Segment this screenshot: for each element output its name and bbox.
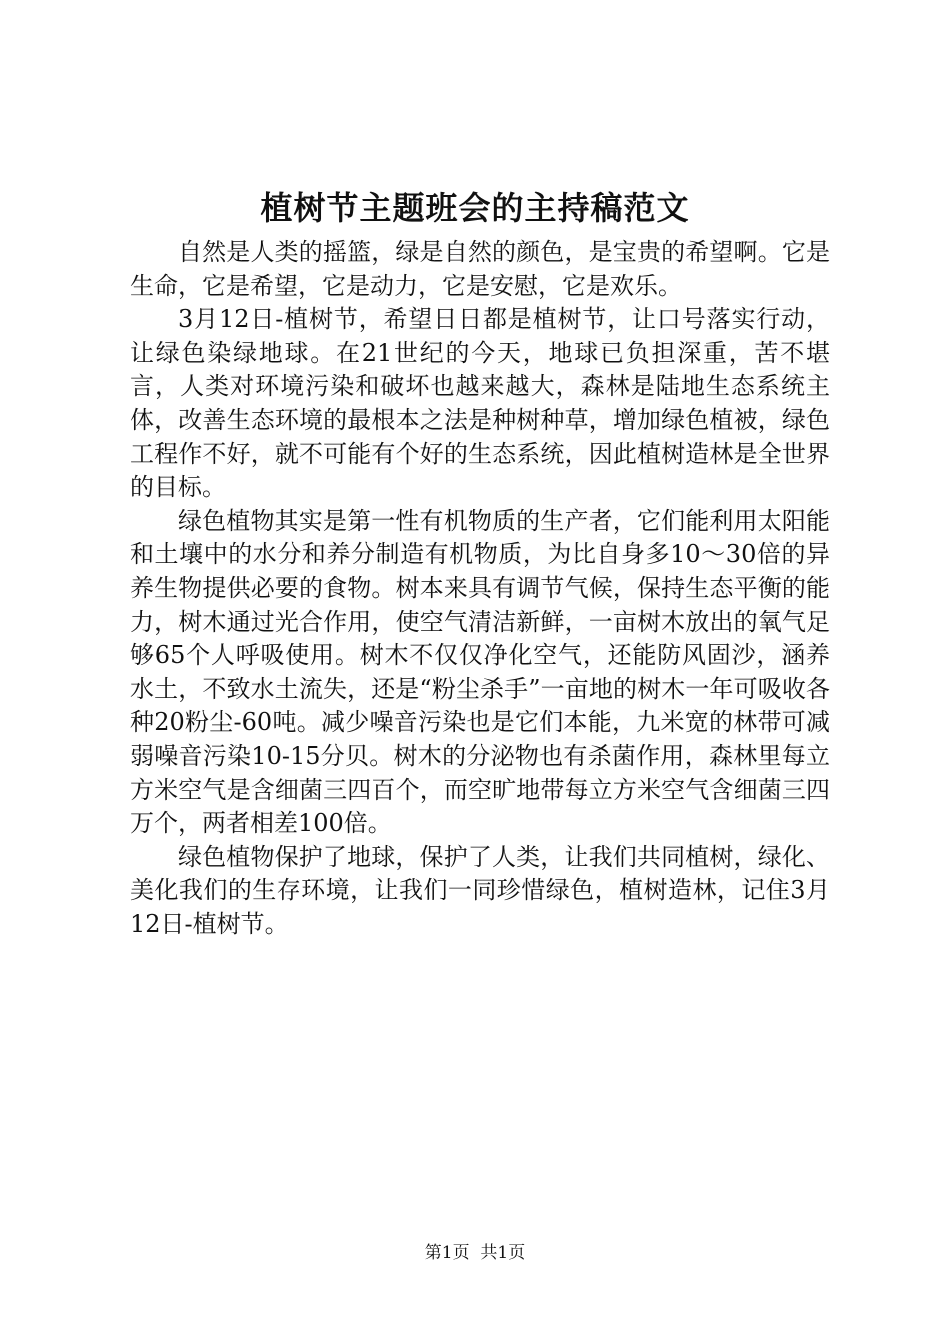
document-body [130,236,830,941]
paragraph-2: 3月12日-植树节，希望日日都是植树节，让口号落实行动，让绿色染绿地球。在21世纪的今天，地球已负担深重，苦不堪言，人类对环境污染和破坏也越来越大，森林是陆地生态系统主体，改善生态环境的最根本之法是种树种草，增加绿色植被，绿色工程作不好，就不可能有个好的生态系统，因此植树造林是全世界的目标。 [130,305,830,502]
page-footer: 第1页 共1页 [424,1243,526,1263]
paragraph-1: 自然是人类的摇篮，绿是自然的颜色，是宝贵的希望啊。它是生命，它是希望，它是动力，它是安慰，它是欢乐。 [130,238,830,300]
paragraph-3: 绿色植物其实是第一性有机物质的生产者，它们能利用太阳能和土壤中的水分和养分制造有机物质，为比自身多10～30倍的异养生物提供必要的食物。树本来具有调节气候，保持生态平衡的能力，树木通过光合作用，使空气清洁新鲜，一亩树木放出的氧气足够65个人呼吸使用。树木不仅仅净化空气，还能防风固沙，涵养水土，不致水土流失，还是“粉尘杀手”一亩地的树木一年可吸收各种20粉尘-60吨。减少噪音污染也是它们本能，九米宽的林带可减弱噪音污染10-15分贝。树木的分泌物也有杀菌作用，森林里每立方米空气是含细菌三四百个，而空旷地带每立方米空气含细菌三四万个，两者相差100倍。 [130,506,830,838]
document-title: 植树节主题班会的主持稿范文 [260,189,690,227]
paragraph-4: 绿色植物保护了地球，保护了人类，让我们共同植树，绿化、美化我们的生存环境，让我们一同珍惜绿色，植树造林，记住3月12日-植树节。 [130,842,830,938]
